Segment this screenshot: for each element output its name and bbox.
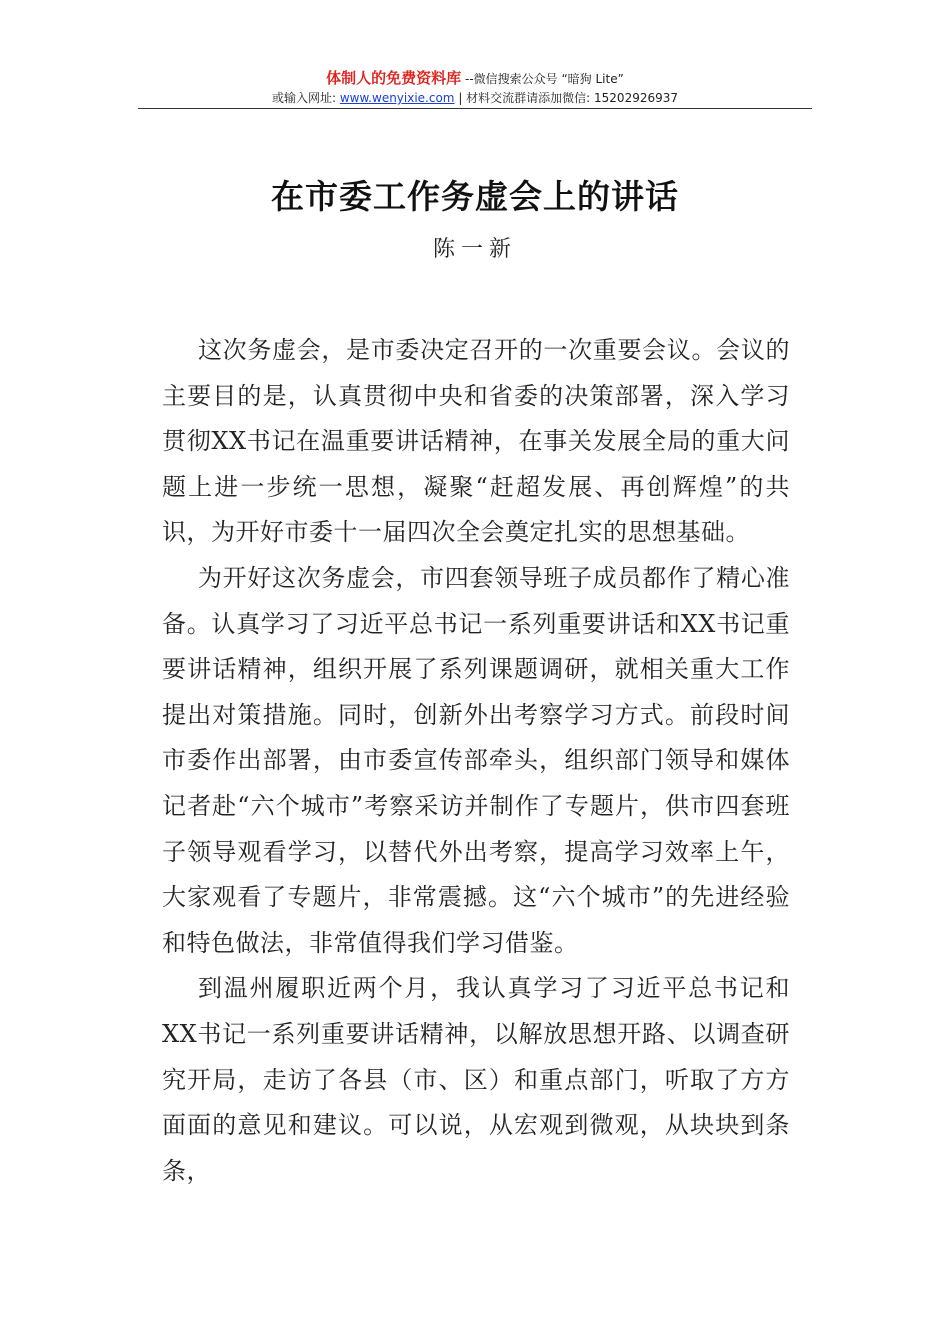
document-title: 在市委工作务虚会上的讲话 (271, 177, 679, 216)
document-header (138, 68, 812, 107)
document-author: 陈一新 (432, 237, 517, 262)
header-divider (138, 108, 812, 109)
paragraph: 这次务虚会，是市委决定召开的一次重要会议。会议的主要目的是，认真贯彻中央和省委的决策部署，深入学习贯彻XX书记在温重要讲话精神，在事关发展全局的重大问题上进一步统一思想，凝聚“赶超发展、再创辉煌”的共识，为开好市委十一届四次全会奠定扎实的思想基础。 (162, 336, 790, 547)
website-link[interactable]: www.wenyixie.com (339, 91, 455, 105)
paragraph: 为开好这次务虚会，市四套领导班子成员都作了精心准备。认真学习了习近平总书记一系列重要讲话和XX书记重要讲话精神，组织开展了系列课题调研，就相关重大工作提出对策措施。同时，创新外出考察学习方式。前段时间市委作出部署，由市委宣传部牵头，组织部门领导和媒体记者赴“六个城市”考察采访并制作了专题片，供市四套班子领导观看学习，以替代外出考察，提高学习效率上午，大家观看了专题片，非常震撼。这“六个城市”的先进经验和特色做法，非常值得我们学习借鉴。 (162, 563, 790, 957)
document-body (162, 328, 790, 1194)
header-line-1 (138, 68, 812, 89)
brand-name: 体制人的免费资料库 (326, 69, 462, 87)
paragraph: 到温州履职近两个月，我认真学习了习近平总书记和XX书记一系列重要讲话精神，以解放思想开路、以调查研究开局，走访了各县（市、区）和重点部门，听取了方方面面的意见和建议。可以说，从宏观到微观，从块块到条条， (162, 974, 790, 1185)
header-contact: | 材料交流群请添加微信: 15202926937 (454, 91, 679, 105)
header-url-prefix: 或输入网址: (271, 91, 340, 105)
header-note: --微信搜索公众号 “暗狗 Lite” (461, 72, 624, 86)
header-line-2 (138, 89, 812, 107)
